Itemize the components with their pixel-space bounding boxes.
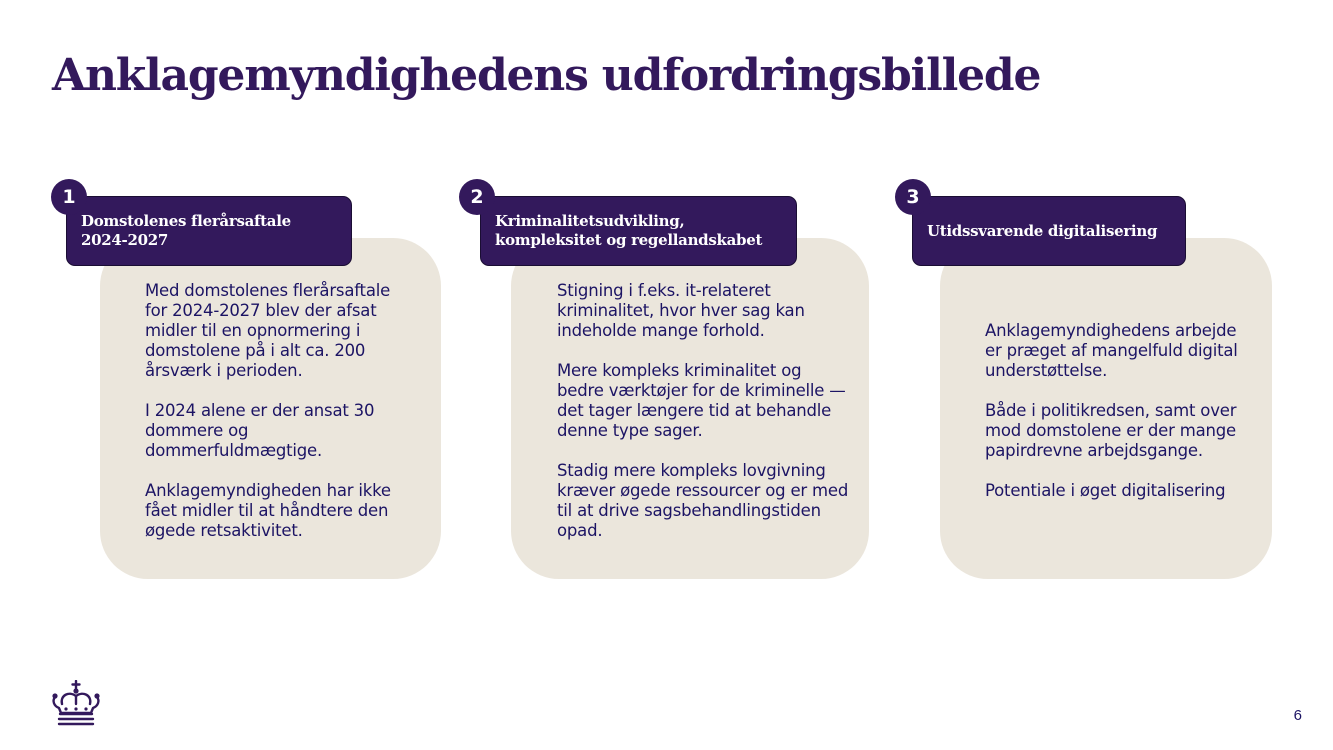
card-2-paragraph-1: Stigning i f.eks. it-relateret kriminalitet, hvor hver sag kan indeholde mange forhold.: [557, 281, 805, 340]
card-1-number-badge: 1: [51, 179, 87, 215]
card-1-paragraph-2: I 2024 alene er der ansat 30 dommere og dommerfuldmægtige.: [145, 401, 375, 460]
card-2-heading-tag: [480, 196, 797, 266]
slide-title: Anklagemyndighedens udfordringsbillede: [52, 50, 1041, 101]
card-1-heading-tag: [66, 196, 352, 266]
card-3-paragraph-3: Potentiale i øget digitalisering: [985, 481, 1226, 500]
card-3-heading-tag: [912, 196, 1186, 266]
card-2-paragraph-2: Mere kompleks kriminalitet og bedre værktøjer for de kriminelle — det tager længere tid at behandle denne type sager.: [557, 361, 846, 440]
card-1-heading: Domstolenes flerårsaftale 2024-2027: [81, 212, 291, 249]
card-1-paragraph-1: Med domstolenes flerårsaftale for 2024-2027 blev der afsat midler til en opnormering i domstolene på i alt ca. 200 årsværk i perioden.: [145, 281, 391, 380]
crown-logo-icon: [50, 680, 102, 726]
card-1-paragraph-3: Anklagemyndigheden har ikke fået midler til at håndtere den øgede retsaktivitet.: [145, 481, 391, 540]
card-3-paragraph-2: Både i politikredsen, samt over mod domstolene er der mange papirdrevne arbejdsgange.: [985, 401, 1237, 460]
page-number: 6: [1293, 707, 1302, 724]
card-3-body: [985, 321, 1245, 501]
card-2-number-badge: 2: [459, 179, 495, 215]
card-3-paragraph-1: Anklagemyndighedens arbejde er præget af mangelfuld digital understøttelse.: [985, 321, 1238, 380]
card-3-number-badge: 3: [895, 179, 931, 215]
card-2-heading: Kriminalitetsudvikling, kompleksitet og regellandskabet: [495, 212, 763, 249]
card-3-heading: Utidssvarende digitalisering: [927, 221, 1158, 240]
card-1-body: [145, 281, 407, 541]
card-2-body: [557, 281, 852, 541]
card-2-paragraph-3: Stadig mere kompleks lovgivning kræver øgede ressourcer og er med til at drive sagsbehandlingstiden opad.: [557, 461, 849, 540]
